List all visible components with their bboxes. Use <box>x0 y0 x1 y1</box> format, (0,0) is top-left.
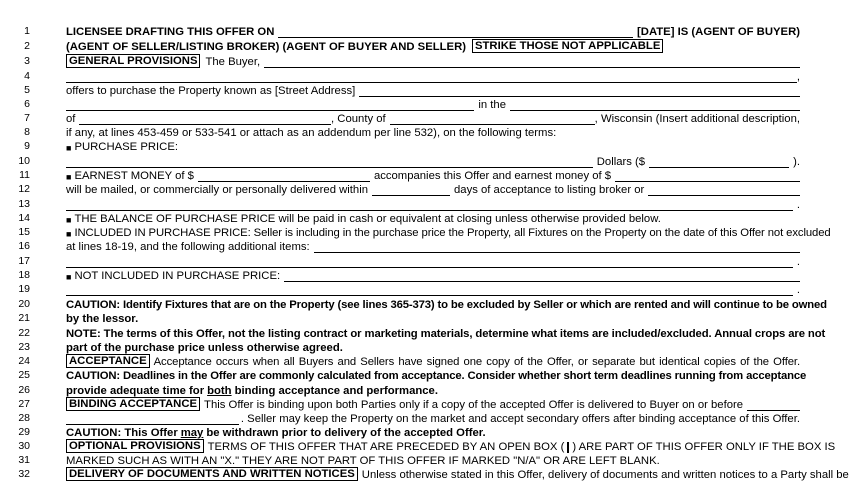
line-number: 19 <box>18 283 30 295</box>
line-9 <box>0 139 850 153</box>
county-field[interactable] <box>390 113 595 125</box>
line-2 <box>0 39 850 53</box>
licensee-drafting-label: LICENSEE DRAFTING THIS OFFER ON <box>66 26 275 38</box>
period-text: . <box>796 199 800 211</box>
dollars-label: Dollars ($ <box>596 156 646 168</box>
line-22 <box>0 326 850 340</box>
street-address-label: offers to purchase the Property known as [Street Address] <box>66 85 356 97</box>
binding-acceptance-text: This Offer is binding upon both Parties only if a copy of the accepted Offer is delivered to Buyer on or before <box>204 399 744 411</box>
optional-provisions-text-3: MARKED SUCH AS WITH AN "X." THEY ARE NOT PART OF THIS OFFER IF MARKED "N/A" OR ARE LEFT BLANK. <box>66 455 660 467</box>
line-number: 30 <box>18 440 30 452</box>
line-20 <box>0 297 850 311</box>
of-label: of <box>66 113 76 125</box>
square-bullet-icon: ■ <box>66 229 72 239</box>
optional-provisions-text: TERMS OF THIS OFFER THAT ARE PRECEDED BY AN OPEN BOX ( <box>207 441 565 453</box>
square-bullet-icon: ■ <box>66 272 72 282</box>
open-box-icon <box>567 442 569 453</box>
not-included-field-2[interactable] <box>66 284 793 296</box>
line-1 <box>0 24 850 38</box>
line-number: 13 <box>18 198 30 210</box>
deliver-to-field-2[interactable] <box>66 199 793 211</box>
included-in-price-text: INCLUDED IN PURCHASE PRICE: Seller is including in the purchase price the Property, all Fixtures on the Property on the date of this Offer not excluded <box>74 227 831 239</box>
line-16 <box>0 239 850 253</box>
square-bullet-icon: ■ <box>66 215 72 225</box>
line-29 <box>0 425 850 439</box>
line-8 <box>0 125 850 139</box>
line-number: 3 <box>24 55 30 67</box>
line-3 <box>0 54 850 68</box>
line-number: 5 <box>24 84 30 96</box>
deadlines-caution-text: CAUTION: Deadlines in the Offer are commonly calculated from acceptance. Consider whether short term deadlines running from acceptance <box>66 370 807 382</box>
purchase-price-label: PURCHASE PRICE: <box>74 141 179 153</box>
line-31 <box>0 453 850 467</box>
buyer-label: The Buyer, <box>205 56 261 68</box>
street-address-field-2[interactable] <box>66 99 474 111</box>
acceptance-heading: ACCEPTANCE <box>66 354 150 368</box>
line-number: 18 <box>18 269 30 281</box>
line-25 <box>0 368 850 382</box>
wisconsin-label: , Wisconsin (Insert additional description, <box>594 113 800 125</box>
line-number: 10 <box>18 155 30 167</box>
general-provisions-heading: GENERAL PROVISIONS <box>66 54 200 68</box>
buyer-name-field-2[interactable] <box>66 71 797 83</box>
fixtures-caution-text-2: by the lessor. <box>66 313 139 325</box>
line-number: 8 <box>24 126 30 138</box>
deadlines-caution-text-3: binding acceptance and performance. <box>234 385 438 397</box>
line-number: 16 <box>18 240 30 252</box>
line-11 <box>0 168 850 182</box>
not-included-label: NOT INCLUDED IN PURCHASE PRICE: <box>74 270 281 282</box>
additional-earnest-field[interactable] <box>615 170 800 182</box>
line-number: 23 <box>18 341 30 353</box>
street-address-field[interactable] <box>359 85 800 97</box>
line-14 <box>0 211 850 225</box>
fixtures-caution-text: CAUTION: Identify Fixtures that are on the Property (see lines 365-373) to be excluded by Seller or which are rented and will continue to be owned <box>66 299 827 311</box>
comma-text: , <box>796 71 800 83</box>
line-number: 12 <box>18 183 30 195</box>
square-bullet-icon: ■ <box>66 143 72 153</box>
line-number: 21 <box>18 312 30 324</box>
line-23 <box>0 340 850 354</box>
both-emphasis: both <box>207 385 232 397</box>
square-bullet-icon: ■ <box>66 172 72 182</box>
municipality-name-field[interactable] <box>79 113 331 125</box>
line-number: 14 <box>18 212 30 224</box>
agency-options-continued: (AGENT OF SELLER/LISTING BROKER) (AGENT OF BUYER AND SELLER) <box>66 41 466 53</box>
terms-note-text: NOTE: The terms of this Offer, not the listing contract or marketing materials, determine what items are included/excluded. Annual crops are not <box>66 328 826 340</box>
line-17 <box>0 254 850 268</box>
not-included-field[interactable] <box>284 270 800 282</box>
delivery-heading: DELIVERY OF DOCUMENTS AND WRITTEN NOTICES <box>66 467 358 481</box>
line-4 <box>0 69 850 83</box>
additional-earnest-label: accompanies this Offer and earnest money of $ <box>373 170 612 182</box>
agency-options-label: [DATE] IS (AGENT OF BUYER) <box>637 26 800 38</box>
line-number: 2 <box>24 40 30 52</box>
line-number: 22 <box>18 327 30 339</box>
binding-deadline-field[interactable] <box>747 399 800 411</box>
line-number: 4 <box>24 70 30 82</box>
line-28 <box>0 411 850 425</box>
line-number: 27 <box>18 398 30 410</box>
line-27 <box>0 397 850 411</box>
line-number: 15 <box>18 226 30 238</box>
optional-provisions-heading: OPTIONAL PROVISIONS <box>66 439 204 453</box>
line-number: 1 <box>24 25 30 37</box>
line-number: 6 <box>24 98 30 110</box>
county-label: , County of <box>331 113 386 125</box>
purchase-price-words-field[interactable] <box>66 156 593 168</box>
additional-items-field[interactable] <box>314 241 800 253</box>
days-field[interactable] <box>372 184 450 196</box>
line-7 <box>0 111 850 125</box>
line-26 <box>0 383 850 397</box>
withdrawal-caution-text-2: be withdrawn prior to delivery of the accepted Offer. <box>206 427 486 439</box>
earnest-money-field[interactable] <box>198 170 370 182</box>
earnest-money-label: EARNEST MONEY of $ <box>74 170 194 182</box>
line-12 <box>0 182 850 196</box>
line-number: 20 <box>18 298 30 310</box>
line-13 <box>0 197 850 211</box>
in-the-label: in the <box>478 99 506 111</box>
withdrawal-caution-text: CAUTION: This Offer <box>66 427 178 439</box>
purchase-price-amount-field[interactable] <box>649 156 789 168</box>
line-number: 28 <box>18 412 30 424</box>
line-number: 17 <box>18 255 30 267</box>
line-24 <box>0 354 850 368</box>
line-number: 26 <box>18 384 30 396</box>
line-19 <box>0 282 850 296</box>
line-10 <box>0 154 850 168</box>
days-of-acceptance-label: days of acceptance to listing broker or <box>454 184 645 196</box>
line-number: 31 <box>18 454 30 466</box>
additional-description-text: if any, at lines 453-459 or 533-541 or attach as an addendum per line 532), on the following terms: <box>66 127 557 139</box>
delivery-within-label: will be mailed, or commercially or personally delivered within <box>66 184 368 196</box>
additional-items-label: at lines 18-19, and the following additional items: <box>66 241 310 253</box>
deadlines-caution-text-2: provide adequate time for <box>66 385 205 397</box>
may-emphasis: may <box>180 427 204 439</box>
line-number: 7 <box>24 112 30 124</box>
binding-acceptance-heading: BINDING ACCEPTANCE <box>66 397 200 411</box>
secondary-offers-text: . Seller may keep the Property on the market and accept secondary offers after binding acceptance of this Offer. <box>240 413 800 425</box>
line-18 <box>0 268 850 282</box>
line-number: 11 <box>19 169 30 181</box>
strike-instruction-box: STRIKE THOSE NOT APPLICABLE <box>472 39 663 53</box>
line-number: 9 <box>24 140 30 152</box>
optional-provisions-text-2: ) ARE PART OF THIS OFFER ONLY IF THE BOX IS <box>572 441 836 453</box>
balance-of-price-text: THE BALANCE OF PURCHASE PRICE will be paid in cash or equivalent at closing unless otherwise provided below. <box>74 213 661 225</box>
line-5 <box>0 83 850 97</box>
offer-date-field[interactable] <box>278 26 633 38</box>
delivery-text: Unless otherwise stated in this Offer, delivery of documents and written notices to a Party shall be <box>361 469 849 481</box>
closing-paren: ). <box>793 156 800 168</box>
deliver-to-field[interactable] <box>648 184 800 196</box>
additional-items-field-2[interactable] <box>66 256 793 268</box>
line-15 <box>0 225 850 239</box>
line-21 <box>0 311 850 325</box>
buyer-name-field[interactable] <box>264 56 800 68</box>
line-number: 29 <box>18 426 30 438</box>
line-number: 25 <box>18 369 30 381</box>
line-6 <box>0 97 850 111</box>
period-text: . <box>796 256 800 268</box>
acceptance-text: Acceptance occurs when all Buyers and Sellers have signed one copy of the Offer, or separate but identical copies of the Offer. <box>153 356 800 368</box>
line-30 <box>0 439 850 453</box>
binding-deadline-field-2[interactable] <box>66 413 239 425</box>
line-number: 24 <box>18 355 30 367</box>
line-number: 32 <box>18 468 30 480</box>
period-text: . <box>796 284 800 296</box>
municipality-type-field[interactable] <box>510 99 800 111</box>
terms-note-text-2: part of the purchase price unless otherwise agreed. <box>66 342 343 354</box>
